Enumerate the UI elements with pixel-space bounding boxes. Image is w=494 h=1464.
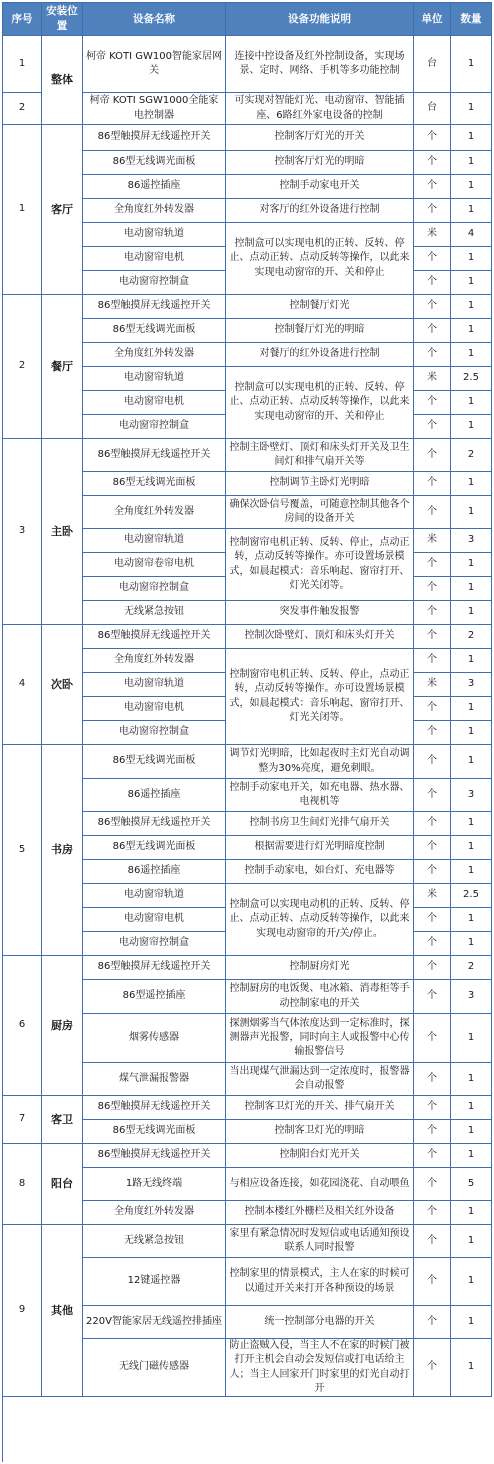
install-location: 整体 xyxy=(42,36,83,125)
quantity-cell: 1 xyxy=(451,415,492,439)
quantity-cell: 1 xyxy=(451,1201,492,1225)
unit-cell: 个 xyxy=(414,553,451,577)
header-function: 设备功能说明 xyxy=(226,3,414,36)
device-name: 电动窗帘轨道 xyxy=(83,529,226,553)
function-description: 当出现煤气泄漏达到一定浓度时，报警器会自动报警 xyxy=(226,1063,414,1096)
quantity-cell: 1 xyxy=(451,812,492,836)
quantity-cell: 1 xyxy=(451,1258,492,1306)
function-description: 控制本楼红外栅栏及相关红外设备 xyxy=(226,1201,414,1225)
device-name: 电动窗帘控制盒 xyxy=(83,721,226,745)
device-name: 全角度红外转发器 xyxy=(83,343,226,367)
unit-cell: 个 xyxy=(414,956,451,980)
quantity-cell: 3 xyxy=(451,673,492,697)
function-description: 确保次卧信号覆盖，可随意控制其他各个房间的设备开关 xyxy=(226,496,414,529)
quantity-cell: 1 xyxy=(451,295,492,319)
unit-cell: 个 xyxy=(414,415,451,439)
header-qty: 数量 xyxy=(451,3,492,36)
device-name: 电动窗帘轨道 xyxy=(83,673,226,697)
install-location: 书房 xyxy=(42,745,83,956)
unit-cell: 米 xyxy=(414,673,451,697)
row-number: 6 xyxy=(3,956,42,1096)
function-description: 根据需要进行灯光明暗度控制 xyxy=(226,836,414,860)
quantity-cell: 1 xyxy=(451,151,492,175)
row-number: 1 xyxy=(3,125,42,295)
quantity-cell: 1 xyxy=(451,577,492,601)
device-name: 86遥控插座 xyxy=(83,860,226,884)
quantity-cell: 1 xyxy=(451,36,492,93)
unit-cell: 个 xyxy=(414,721,451,745)
unit-cell: 个 xyxy=(414,1096,451,1120)
unit-cell: 个 xyxy=(414,199,451,223)
quantity-cell: 1 xyxy=(451,472,492,496)
device-name: 86型触摸屏无线遥控开关 xyxy=(83,295,226,319)
function-description: 控制阳台灯光开关 xyxy=(226,1144,414,1168)
quantity-cell: 1 xyxy=(451,1306,492,1339)
unit-cell: 个 xyxy=(414,1225,451,1258)
function-description: 控制主卧壁灯、顶灯和床头灯开关及卫生间灯和排气扇开关等 xyxy=(226,439,414,472)
unit-cell: 个 xyxy=(414,932,451,956)
quantity-cell: 1 xyxy=(451,697,492,721)
function-description: 控制客厅灯光的开关 xyxy=(226,125,414,151)
device-name: 无线门磁传感器 xyxy=(83,1339,226,1397)
unit-cell: 台 xyxy=(414,36,451,93)
unit-cell: 个 xyxy=(414,745,451,779)
install-location: 次卧 xyxy=(42,625,83,745)
quantity-cell: 1 xyxy=(451,601,492,625)
quantity-cell: 1 xyxy=(451,247,492,271)
function-description: 控制厨房灯光 xyxy=(226,956,414,980)
unit-cell: 个 xyxy=(414,319,451,343)
device-name: 86型无线调光面板 xyxy=(83,319,226,343)
function-description: 控制手动家电开关 xyxy=(226,175,414,199)
quantity-cell: 3 xyxy=(451,980,492,1014)
quantity-cell: 1 xyxy=(451,860,492,884)
unit-cell: 个 xyxy=(414,175,451,199)
function-description: 与相应设备连接，如花园浇花、自动喂鱼 xyxy=(226,1168,414,1201)
quantity-cell: 1 xyxy=(451,745,492,779)
unit-cell: 个 xyxy=(414,1339,451,1397)
unit-cell: 个 xyxy=(414,1014,451,1063)
header-unit: 单位 xyxy=(414,3,451,36)
quantity-cell: 2.5 xyxy=(451,367,492,391)
unit-cell: 个 xyxy=(414,295,451,319)
unit-cell: 个 xyxy=(414,860,451,884)
install-location: 主卧 xyxy=(42,439,83,625)
device-name: 86型触摸屏无线遥控开关 xyxy=(83,625,226,649)
row-number: 4 xyxy=(3,625,42,745)
quantity-cell: 1 xyxy=(451,319,492,343)
unit-cell: 个 xyxy=(414,439,451,472)
function-description: 控制餐厅灯光 xyxy=(226,295,414,319)
unit-cell: 个 xyxy=(414,908,451,932)
quantity-cell: 1 xyxy=(451,271,492,295)
row-number: 3 xyxy=(3,439,42,625)
unit-cell: 个 xyxy=(414,625,451,649)
unit-cell: 个 xyxy=(414,151,451,175)
function-description: 控制餐厅灯光的明暗 xyxy=(226,319,414,343)
unit-cell: 个 xyxy=(414,247,451,271)
quantity-cell: 1 xyxy=(451,343,492,367)
unit-cell: 个 xyxy=(414,1063,451,1096)
device-name: 电动窗帘轨道 xyxy=(83,367,226,391)
device-name: 86型无线调光面板 xyxy=(83,151,226,175)
quantity-cell: 1 xyxy=(451,1339,492,1397)
quantity-cell: 1 xyxy=(451,1225,492,1258)
function-description: 控制次卧壁灯、顶灯和床头灯开关 xyxy=(226,625,414,649)
device-name: 86型无线调光面板 xyxy=(83,1120,226,1144)
quantity-cell: 1 xyxy=(451,1063,492,1096)
function-description: 探测烟雾当气体浓度达到一定标准时，探测器声光报警，同时向主人或报警中心传输报警信号 xyxy=(226,1014,414,1063)
device-name: 全角度红外转发器 xyxy=(83,649,226,673)
device-name: 电动窗帘控制盒 xyxy=(83,577,226,601)
quantity-cell: 1 xyxy=(451,175,492,199)
row-number: 7 xyxy=(3,1096,42,1144)
unit-cell: 个 xyxy=(414,343,451,367)
function-description: 调节灯光明暗，比如起夜时主灯光自动调整为30%亮度，避免刺眼。 xyxy=(226,745,414,779)
function-description: 突发事件触发报警 xyxy=(226,601,414,625)
equipment-table xyxy=(2,2,492,1462)
unit-cell: 个 xyxy=(414,496,451,529)
device-name: 电动窗帘电机 xyxy=(83,247,226,271)
unit-cell: 米 xyxy=(414,367,451,391)
row-number: 5 xyxy=(3,745,42,956)
function-description: 控制家里的情景模式，主人在家的时候可以通过开关来打开各种预设的场景 xyxy=(226,1258,414,1306)
unit-cell: 个 xyxy=(414,472,451,496)
quantity-cell: 1 xyxy=(451,391,492,415)
device-name: 86型遥控插座 xyxy=(83,980,226,1014)
device-name: 86型无线调光面板 xyxy=(83,745,226,779)
function-description: 控制手动家电开关，如充电器、热水器、电视机等 xyxy=(226,779,414,812)
unit-cell: 个 xyxy=(414,697,451,721)
install-location: 客卫 xyxy=(42,1096,83,1144)
quantity-cell: 1 xyxy=(451,496,492,529)
row-number: 1 xyxy=(3,36,42,93)
unit-cell: 米 xyxy=(414,529,451,553)
unit-cell: 个 xyxy=(414,812,451,836)
function-description: 控制盒可以实现电机的正转、反转、停止、点动正转、点动反转等操作，以此来实现电动窗帘的开、关和停止 xyxy=(226,223,414,295)
device-name: 86遥控插座 xyxy=(83,779,226,812)
function-description: 防止盗贼入侵，当主人不在家的时候门被打开主机会自动会发短信或打电话给主人；当主人回家开门时家里的灯光自动打开 xyxy=(226,1339,414,1397)
device-name: 86型触摸屏无线遥控开关 xyxy=(83,439,226,472)
unit-cell: 个 xyxy=(414,1306,451,1339)
quantity-cell: 3 xyxy=(451,779,492,812)
install-location: 厨房 xyxy=(42,956,83,1096)
unit-cell: 个 xyxy=(414,125,451,151)
quantity-cell: 1 xyxy=(451,1014,492,1063)
install-location: 其他 xyxy=(42,1225,83,1397)
install-location: 餐厅 xyxy=(42,295,83,439)
unit-cell: 个 xyxy=(414,1258,451,1306)
header-location: 安装位置 xyxy=(42,3,83,36)
unit-cell: 个 xyxy=(414,649,451,673)
function-description: 控制厨房的电饭煲、电冰箱、消毒柜等手动控制家电的开关 xyxy=(226,980,414,1014)
row-number: 8 xyxy=(3,1144,42,1225)
quantity-cell: 1 xyxy=(451,553,492,577)
device-name: 无线紧急按钮 xyxy=(83,601,226,625)
device-name: 电动窗帘卷帘电机 xyxy=(83,553,226,577)
quantity-cell: 1 xyxy=(451,1096,492,1120)
quantity-cell: 1 xyxy=(451,836,492,860)
unit-cell: 个 xyxy=(414,391,451,415)
row-number: 2 xyxy=(3,93,42,125)
function-description: 控制盒可以实现电机的正转、反转、停止、点动正转、点动反转等操作，以此来实现电动窗帘的开、关和停止 xyxy=(226,367,414,439)
unit-cell: 个 xyxy=(414,577,451,601)
quantity-cell: 1 xyxy=(451,125,492,151)
device-name: 1路无线终端 xyxy=(83,1168,226,1201)
unit-cell: 个 xyxy=(414,1120,451,1144)
quantity-cell: 1 xyxy=(451,199,492,223)
device-name: 煤气泄漏报警器 xyxy=(83,1063,226,1096)
unit-cell: 个 xyxy=(414,779,451,812)
device-name: 无线紧急按钮 xyxy=(83,1225,226,1258)
quantity-cell: 1 xyxy=(451,721,492,745)
unit-cell: 个 xyxy=(414,1144,451,1168)
device-name: 电动窗帘控制盒 xyxy=(83,932,226,956)
quantity-cell: 1 xyxy=(451,932,492,956)
device-name: 全角度红外转发器 xyxy=(83,496,226,529)
unit-cell: 台 xyxy=(414,93,451,125)
quantity-cell: 4 xyxy=(451,223,492,247)
unit-cell: 米 xyxy=(414,884,451,908)
device-name: 电动窗帘轨道 xyxy=(83,223,226,247)
function-description: 控制客卫灯光的开关、排气扇开关 xyxy=(226,1096,414,1120)
function-description: 控制窗帘电机正转、反转、停止，点动正转，点动反转等操作。亦可设置场景模式，如晨起模式：音乐响起、窗帘打开、灯光关闭等。 xyxy=(226,649,414,745)
device-name: 86型无线调光面板 xyxy=(83,836,226,860)
quantity-cell: 2 xyxy=(451,956,492,980)
unit-cell: 个 xyxy=(414,836,451,860)
device-name: 电动窗帘电机 xyxy=(83,697,226,721)
unit-cell: 个 xyxy=(414,1201,451,1225)
function-description: 对餐厅的红外设备进行控制 xyxy=(226,343,414,367)
device-name: 电动窗帘轨道 xyxy=(83,884,226,908)
device-name: 电动窗帘电机 xyxy=(83,908,226,932)
device-name: 86型触摸屏无线遥控开关 xyxy=(83,812,226,836)
device-name: 220V智能家居无线遥控排插座 xyxy=(83,1306,226,1339)
quantity-cell: 1 xyxy=(451,1120,492,1144)
quantity-cell: 1 xyxy=(451,1144,492,1168)
quantity-cell: 1 xyxy=(451,93,492,125)
device-name: 电动窗帘控制盒 xyxy=(83,415,226,439)
function-description: 控制调节主卧灯光明暗 xyxy=(226,472,414,496)
quantity-cell: 1 xyxy=(451,649,492,673)
function-description: 连接中控设备及红外控制设备，实现场景、定时、网络、手机等多功能控制 xyxy=(226,36,414,93)
install-location: 客厅 xyxy=(42,125,83,295)
device-name: 86遥控插座 xyxy=(83,175,226,199)
unit-cell: 个 xyxy=(414,601,451,625)
device-name: 86型触摸屏无线遥控开关 xyxy=(83,1144,226,1168)
quantity-cell: 3 xyxy=(451,529,492,553)
function-description: 统一控制部分电器的开关 xyxy=(226,1306,414,1339)
device-name: 柯帝 KOTI SGW1000全能家电控制器 xyxy=(83,93,226,125)
header-no: 序号 xyxy=(3,3,42,36)
function-description: 控制客厅灯光的明暗 xyxy=(226,151,414,175)
quantity-cell: 2 xyxy=(451,625,492,649)
device-name: 全角度红外转发器 xyxy=(83,1201,226,1225)
unit-cell: 个 xyxy=(414,271,451,295)
device-name: 电动窗帘电机 xyxy=(83,391,226,415)
device-name: 12键遥控器 xyxy=(83,1258,226,1306)
unit-cell: 米 xyxy=(414,223,451,247)
function-description: 控制客卫灯光的明暗 xyxy=(226,1120,414,1144)
function-description: 控制手动家电，如台灯、充电器等 xyxy=(226,860,414,884)
function-description: 控制盒可以实现电动机的正转、反转、停止、点动正转、点动反转等操作，以此来实现电动窗帘的开/关/停止。 xyxy=(226,884,414,956)
quantity-cell: 2.5 xyxy=(451,884,492,908)
device-name: 柯帝 KOTI GW100智能家居网关 xyxy=(83,36,226,93)
unit-cell: 个 xyxy=(414,1168,451,1201)
device-name: 86型触摸屏无线遥控开关 xyxy=(83,125,226,151)
function-description: 控制书房卫生间灯光排气扇开关 xyxy=(226,812,414,836)
quantity-cell: 5 xyxy=(451,1168,492,1201)
quantity-cell: 1 xyxy=(451,908,492,932)
function-description: 可实现对智能灯光、电动窗帘、智能插座、6路红外家电设备的控制 xyxy=(226,93,414,125)
device-name: 86型触摸屏无线遥控开关 xyxy=(83,1096,226,1120)
device-name: 电动窗帘控制盒 xyxy=(83,271,226,295)
row-number: 9 xyxy=(3,1225,42,1397)
row-number: 2 xyxy=(3,295,42,439)
device-name: 烟雾传感器 xyxy=(83,1014,226,1063)
function-description: 控制窗帘电机正转、反转、停止，点动正转，点动反转等操作。亦可设置场景模式，如晨起模式：音乐响起、窗帘打开、灯光关闭等。 xyxy=(226,529,414,601)
device-name: 全角度红外转发器 xyxy=(83,199,226,223)
function-description: 对客厅的红外设备进行控制 xyxy=(226,199,414,223)
function-description: 家里有紧急情况时发短信或电话通知预设联系人同时报警 xyxy=(226,1225,414,1258)
unit-cell: 个 xyxy=(414,980,451,1014)
device-name: 86型触摸屏无线遥控开关 xyxy=(83,956,226,980)
device-name: 86型无线调光面板 xyxy=(83,472,226,496)
quantity-cell: 2 xyxy=(451,439,492,472)
install-location: 阳台 xyxy=(42,1144,83,1225)
header-name: 设备名称 xyxy=(83,3,226,36)
